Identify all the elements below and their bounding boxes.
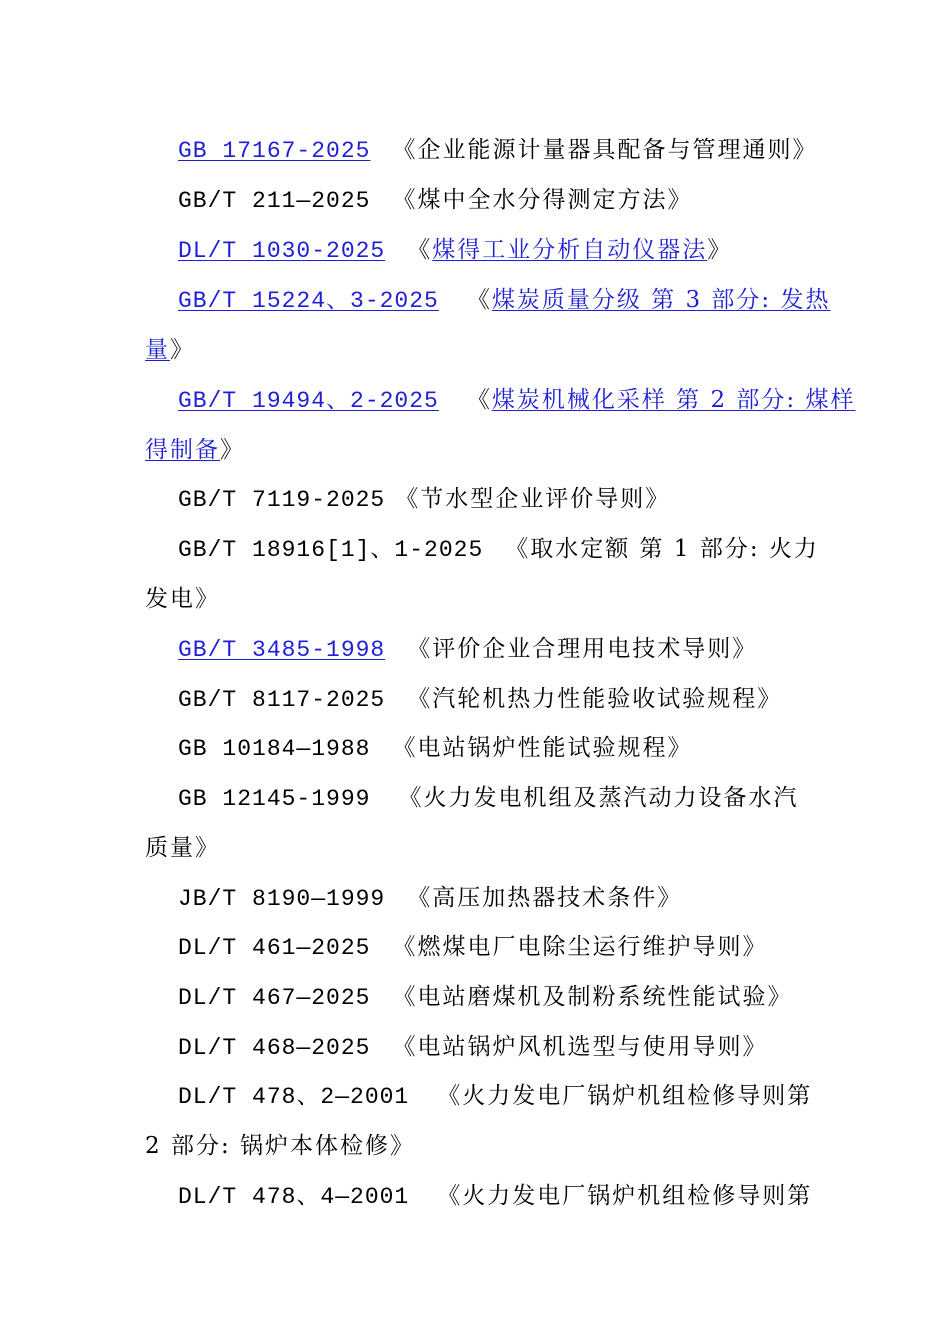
standard-entry [178, 634, 757, 665]
standard-title: 2 部分: 锅炉本体检修》 [145, 1133, 416, 1159]
standard-code: DL/T 468—2025 [178, 1035, 371, 1061]
standard-entry [178, 783, 798, 814]
standard-entry [178, 1181, 812, 1212]
title-close-bracket: 》 [707, 237, 733, 263]
standard-title: 质量》 [145, 835, 220, 861]
standard-code-link[interactable]: GB/T 15224、3-2025 [178, 288, 439, 314]
standard-title: 《电站磨煤机及制粉系统性能试验》 [392, 984, 793, 1010]
standard-title: 《评价企业合理用电技术导则》 [407, 636, 758, 662]
title-close-bracket: 》 [220, 437, 245, 463]
standard-title: 《火力发电厂锅炉机组检修导则第 [437, 1083, 813, 1109]
standard-code: GB/T 7119-2025 [178, 487, 386, 513]
standard-title: 《汽轮机热力性能验收试验规程》 [407, 686, 783, 712]
standard-entry [178, 534, 819, 565]
standard-title-link[interactable]: 量 [145, 337, 170, 363]
title-open-bracket: 《 [466, 287, 492, 313]
standard-entry-continuation [145, 1131, 415, 1161]
standard-entry-continuation [145, 833, 220, 863]
standard-entry [178, 883, 682, 914]
standard-entry [178, 484, 670, 515]
standard-title-link[interactable]: 煤得工业分析自动仪器法 [432, 237, 708, 263]
standard-entry [178, 733, 692, 764]
standard-code: GB 12145-1999 [178, 786, 371, 812]
standard-title-link[interactable]: 煤炭质量分级 第 3 部分: 发热 [491, 287, 831, 313]
standard-title: 《火力发电机组及蒸汽动力设备水汽 [398, 785, 799, 811]
standard-entry [178, 684, 782, 715]
standard-title: 《燃煤电厂电除尘运行维护导则》 [392, 934, 768, 960]
standard-code-link[interactable]: GB/T 19494、2-2025 [178, 388, 439, 414]
standard-entry [178, 1081, 812, 1112]
standard-title: 《煤中全水分得测定方法》 [392, 187, 693, 213]
standard-entry [178, 135, 817, 166]
standard-code: DL/T 461—2025 [178, 935, 371, 961]
standard-code: DL/T 478、2—2001 [178, 1084, 410, 1110]
standard-title-link[interactable]: 得制备 [145, 437, 220, 463]
standard-code: GB/T 8117-2025 [178, 687, 386, 713]
standard-entry [178, 235, 732, 266]
standard-code: JB/T 8190—1999 [178, 886, 386, 912]
standard-code: DL/T 478、4—2001 [178, 1184, 410, 1210]
standard-title-link[interactable]: 煤炭机械化采样 第 2 部分: 煤样 [491, 387, 856, 413]
standard-entry [178, 982, 792, 1013]
standard-code: DL/T 467—2025 [178, 985, 371, 1011]
standard-code: GB/T 211—2025 [178, 188, 371, 214]
standard-title: 《电站锅炉性能试验规程》 [392, 735, 693, 761]
standard-title: 《节水型企业评价导则》 [395, 486, 671, 512]
standard-code-link[interactable]: GB 17167-2025 [178, 138, 371, 164]
standard-entry [178, 385, 855, 416]
standard-title: 《企业能源计量器具配备与管理通则》 [392, 137, 818, 163]
standard-title: 《取水定额 第 1 部分: 火力 [505, 536, 819, 562]
standard-entry-continuation [145, 335, 195, 365]
standard-title: 《火力发电厂锅炉机组检修导则第 [437, 1183, 813, 1209]
standard-title: 《电站锅炉风机选型与使用导则》 [392, 1034, 768, 1060]
title-open-bracket: 《 [407, 237, 433, 263]
title-close-bracket: 》 [170, 337, 195, 363]
standard-entry [178, 185, 692, 216]
standard-code-link[interactable]: DL/T 1030-2025 [178, 238, 386, 264]
standard-title: 发电》 [145, 586, 220, 612]
standard-entry [178, 932, 767, 963]
standard-code-link[interactable]: GB/T 3485-1998 [178, 637, 386, 663]
standard-entry [178, 285, 830, 316]
standard-entry-continuation [145, 435, 245, 465]
standard-code: GB/T 18916[1]、1-2025 [178, 537, 484, 563]
standard-code: GB 10184—1988 [178, 736, 371, 762]
title-open-bracket: 《 [466, 387, 492, 413]
standard-title: 《高压加热器技术条件》 [407, 885, 683, 911]
standard-entry-continuation [145, 584, 220, 614]
standard-entry [178, 1032, 767, 1063]
